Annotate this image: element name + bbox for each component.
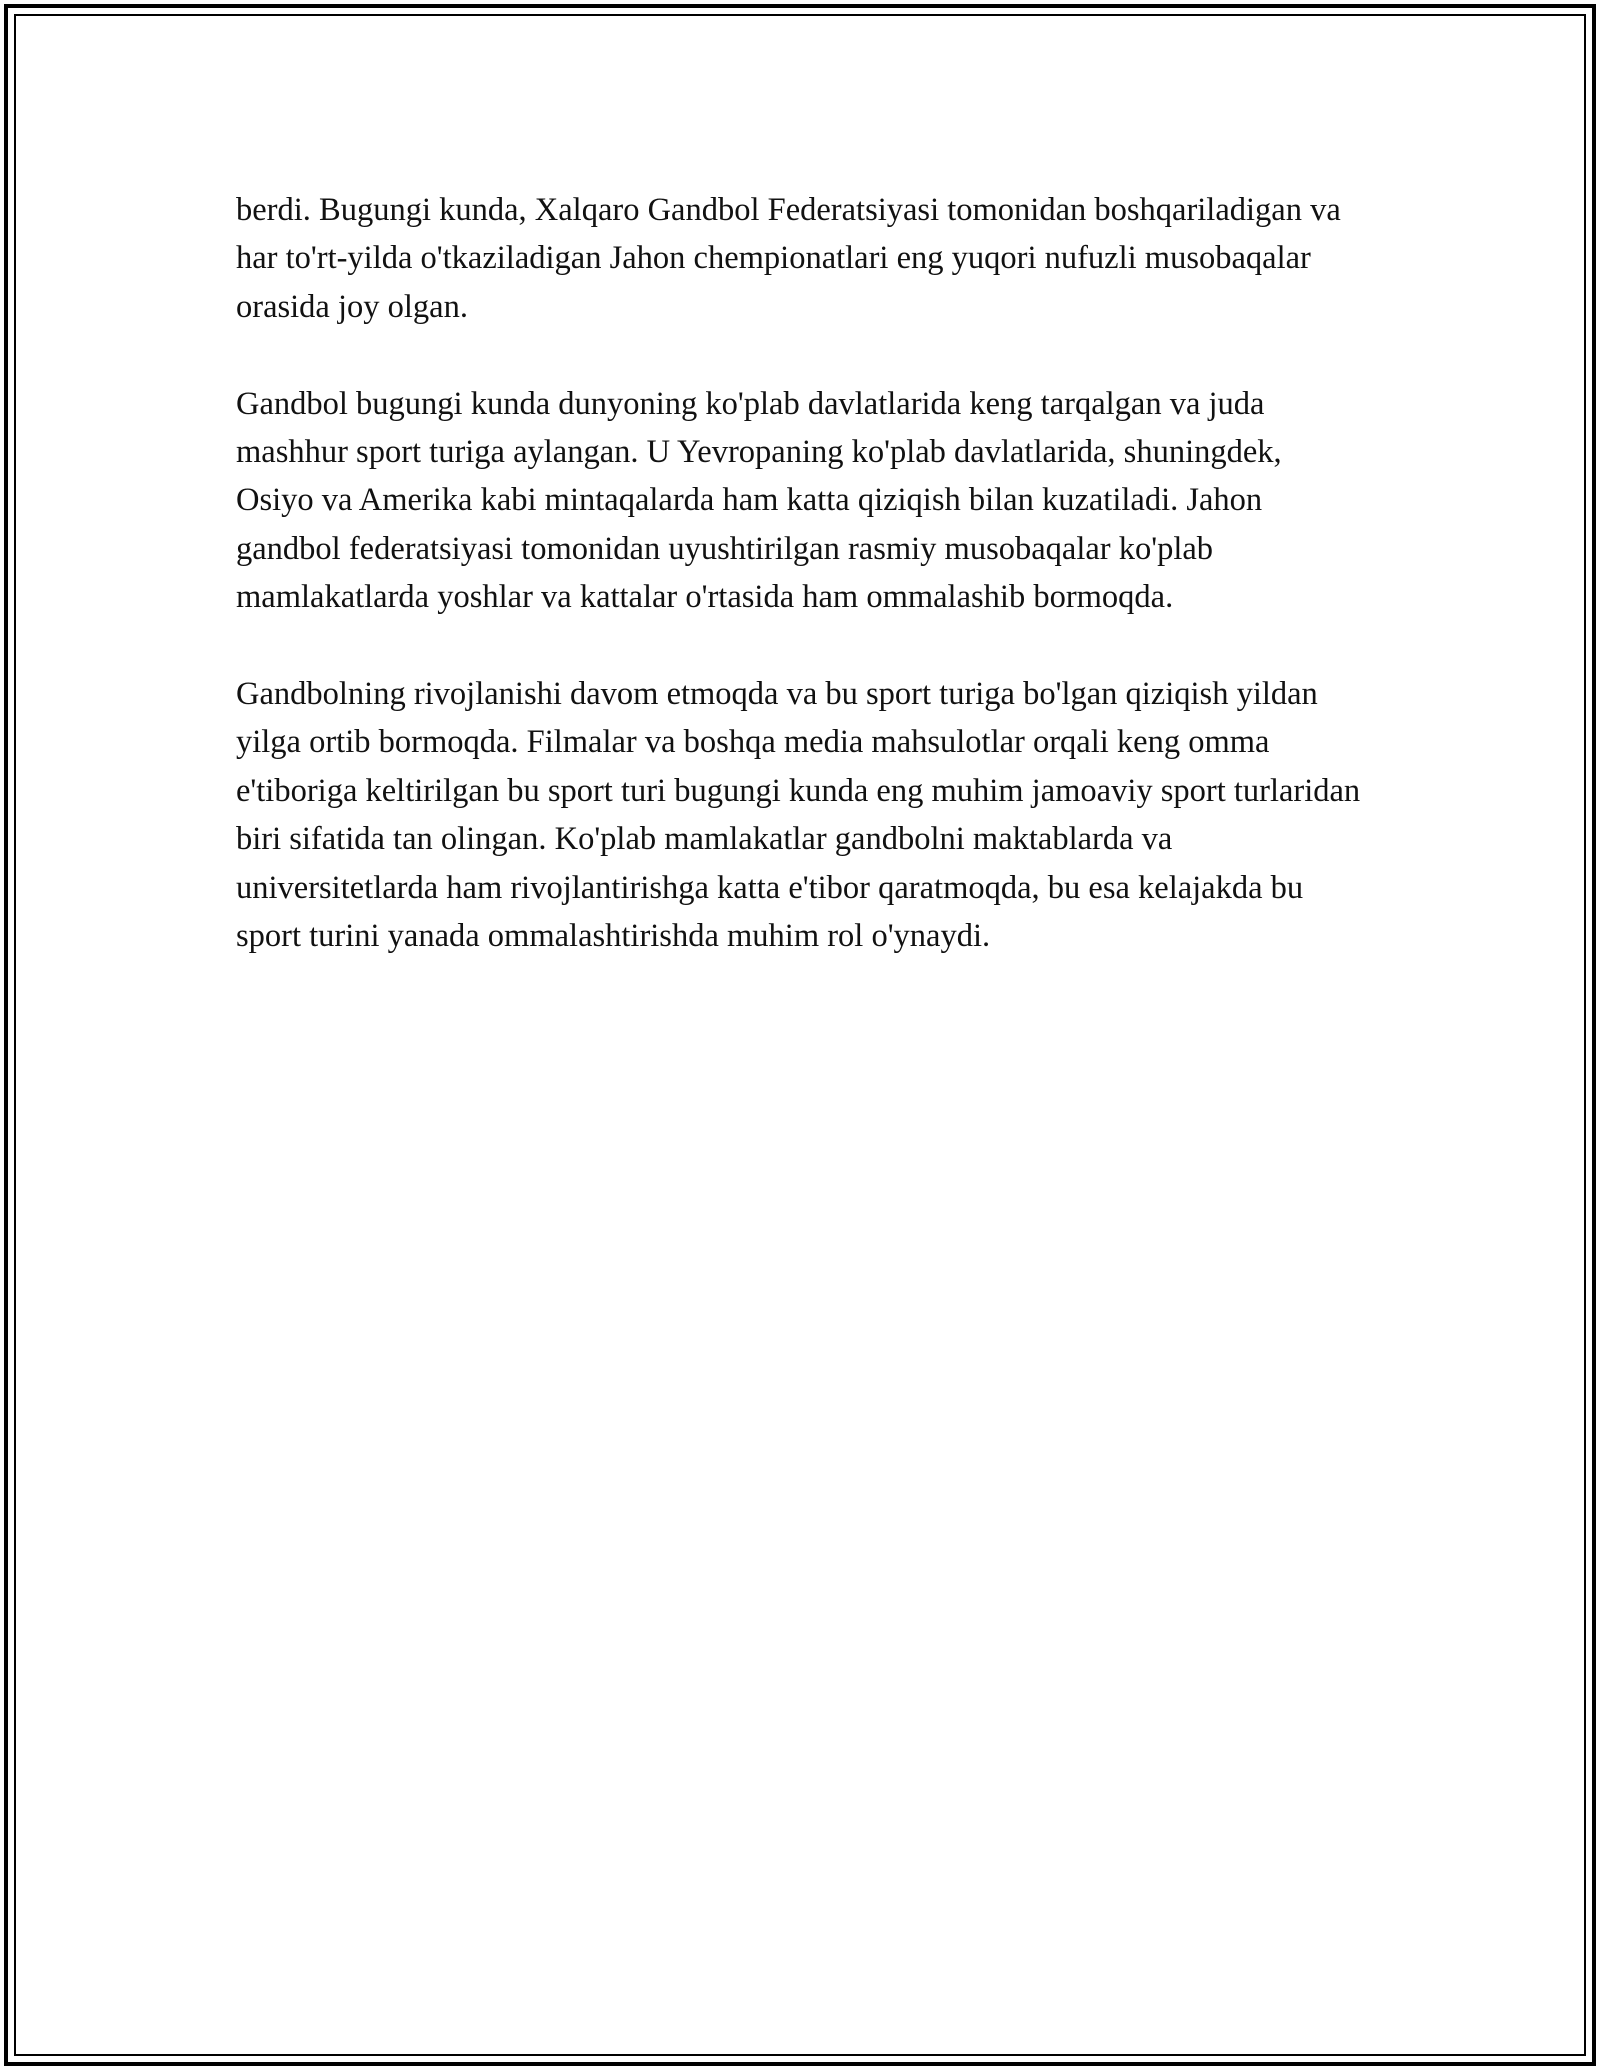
paragraph-3: Gandbolning rivojlanishi davom etmoqda va bu sport turiga bo'lgan qiziqish yildan yilga ortib bormoqda. Filmalar va boshqa media mahsulotlar orqali keng omma e'tiboriga keltirilgan bu sport turi bugungi kunda eng muhim jamoaviy sport turlaridan biri sifatida tan olingan. Ko'plab mamlakatlar gandbolni maktablarda va universitetlarda ham rivojlantirishga katta e'tibor qaratmoqda, bu esa kelajakda bu sport turini yanada ommalashtirishda muhim rol o'ynaydi.: [236, 676, 1361, 955]
paragraph-1: berdi. Bugungi kunda, Xalqaro Gandbol Federatsiyasi tomonidan boshqariladigan va har to'rt-yilda o'tkaziladigan Jahon chempionatlari eng yuqori nufuzli musobaqalar orasida joy olgan.: [236, 192, 1341, 325]
document-body: [236, 186, 1366, 1009]
paragraph-2: Gandbol bugungi kunda dunyoning ko'plab davlatlarida keng tarqalgan va juda mashhur sport turiga aylangan. U Yevropaning ko'plab davlatlarida, shuningdek, Osiyo va Amerika kabi mintaqalarda ham katta qiziqish bilan kuzatiladi. Jahon gandbol federatsiyasi tomonidan uyushtirilgan rasmiy musobaqalar ko'plab mamlakatlarda yoshlar va kattalar o'rtasida ham ommalashib bormoqda.: [236, 385, 1282, 616]
